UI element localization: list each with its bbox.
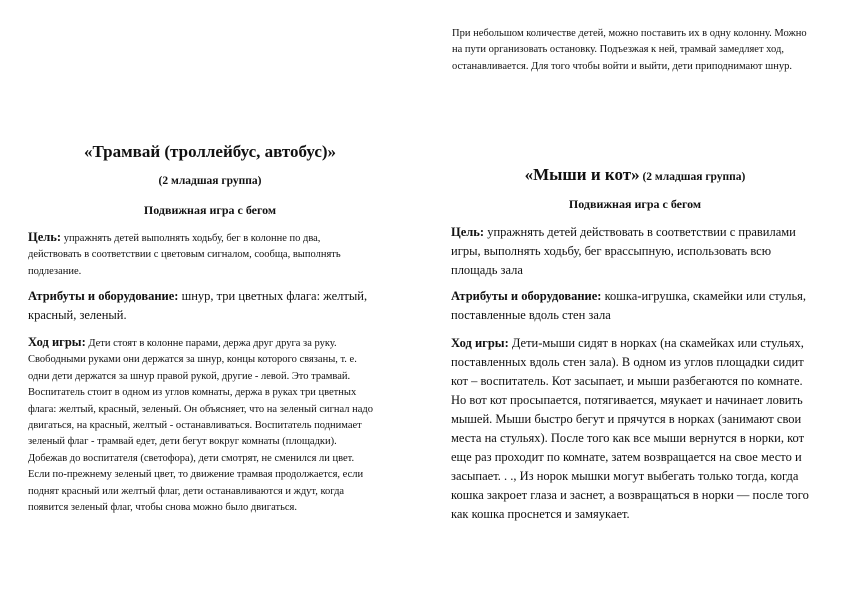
- right-game-title: «Мыши и кот»: [524, 165, 640, 184]
- right-gameplay-paragraph: [451, 334, 813, 524]
- left-goal-label: Цель:: [28, 230, 62, 244]
- right-age-group: (2 младшая группа): [639, 171, 746, 183]
- left-game-title: «Трамвай (троллейбус, автобус)»: [83, 142, 337, 161]
- left-age-group: (2 младшая группа): [158, 175, 262, 187]
- left-goal-text: упражнять детей выполнять ходьбу, бег в колонне по два, действовать в соответствии с цветовым сигналом, сообща, выполнять подлезание.: [28, 233, 341, 277]
- right-equipment-text: кошка-игрушка, скамейки или стулья, поставленные вдоль стен зала: [451, 289, 807, 322]
- right-goal-label: Цель:: [451, 225, 485, 239]
- left-gameplay-label: Ход игры:: [28, 335, 86, 349]
- right-goal-text: упражнять детей действовать в соответствии с правилами игры, выполнять ходьбу, бег врассыпную, использовать всю площадь зала: [451, 225, 796, 277]
- continuation-paragraph: [452, 26, 812, 75]
- continuation-text: При небольшом количестве детей, можно поставить их в одну колонну. Можно на пути организовать остановку. Подъезжая к ней, трамвай замедляет ход, останавливается. Для того чтобы войти и выйти, дети приподнимают шнур.: [452, 28, 807, 72]
- right-gameplay-label: Ход игры:: [451, 336, 509, 350]
- left-equipment-text: шнур, три цветных флага: желтый, красный, зеленый.: [28, 289, 368, 322]
- left-game-type: Подвижная игра с бегом: [143, 203, 277, 217]
- left-equipment-paragraph: [28, 287, 373, 325]
- left-gameplay-paragraph: [28, 334, 373, 516]
- right-equipment-label: Атрибуты и оборудование:: [451, 289, 602, 303]
- right-equipment-paragraph: [451, 287, 813, 325]
- left-equipment-label: Атрибуты и оборудование:: [28, 289, 179, 303]
- left-goal-paragraph: [28, 229, 373, 280]
- left-gameplay-text: Дети стоят в колонне парами, держа друг друга за руку. Свободными руками они держатся за шнур, концы которого связаны, т. е. одни дети держатся за шнур правой рукой, другие - левой. Это трамвай. Воспитатель стоит в одном из углов комнаты, держа в руках три цветных флага: желтый, красный, зеленый. Он объясняет, что на зеленый сигнал надо двигаться, на красный, желтый - останавливаться. Воспитатель поднимает зеленый флаг - трамвай едет, дети бегут вокруг комнаты (площадки). Добежав до воспитателя (светофора), дети смотрят, не сменился ли цвет. Если по-прежнему зеленый цвет, то движение трамвая продолжается, если поднят красный или желтый флаг, дети останавливаются и ждут, когда появится зеленый флаг, чтобы снова можно было двигаться.: [28, 338, 374, 514]
- right-game-type: Подвижная игра с бегом: [568, 197, 702, 211]
- right-goal-paragraph: [451, 223, 813, 280]
- right-gameplay-text: Дети-мыши сидят в норках (на скамейках или стульях, поставленных вдоль стен зала). В одном из углов площадки сидит кот – воспитатель. Кот засыпает, и мыши разбегаются по комнате. Но вот кот просыпается, потягивается, мяукает и начинает ловить мышей. Мыши быстро бегут и прячутся в норках (занимают свои места на стульях). После того как все мыши вернутся в норки, кот еще раз проходит по комнате, затем возвращается на свое место и засыпает. . ., Из норок мышки могут выбегать только тогда, когда кошка закроет глаза и заснет, а возвращаться в норки — после того как кошка проснется и замяукает.: [451, 336, 809, 521]
- right-game-heading: [440, 165, 830, 185]
